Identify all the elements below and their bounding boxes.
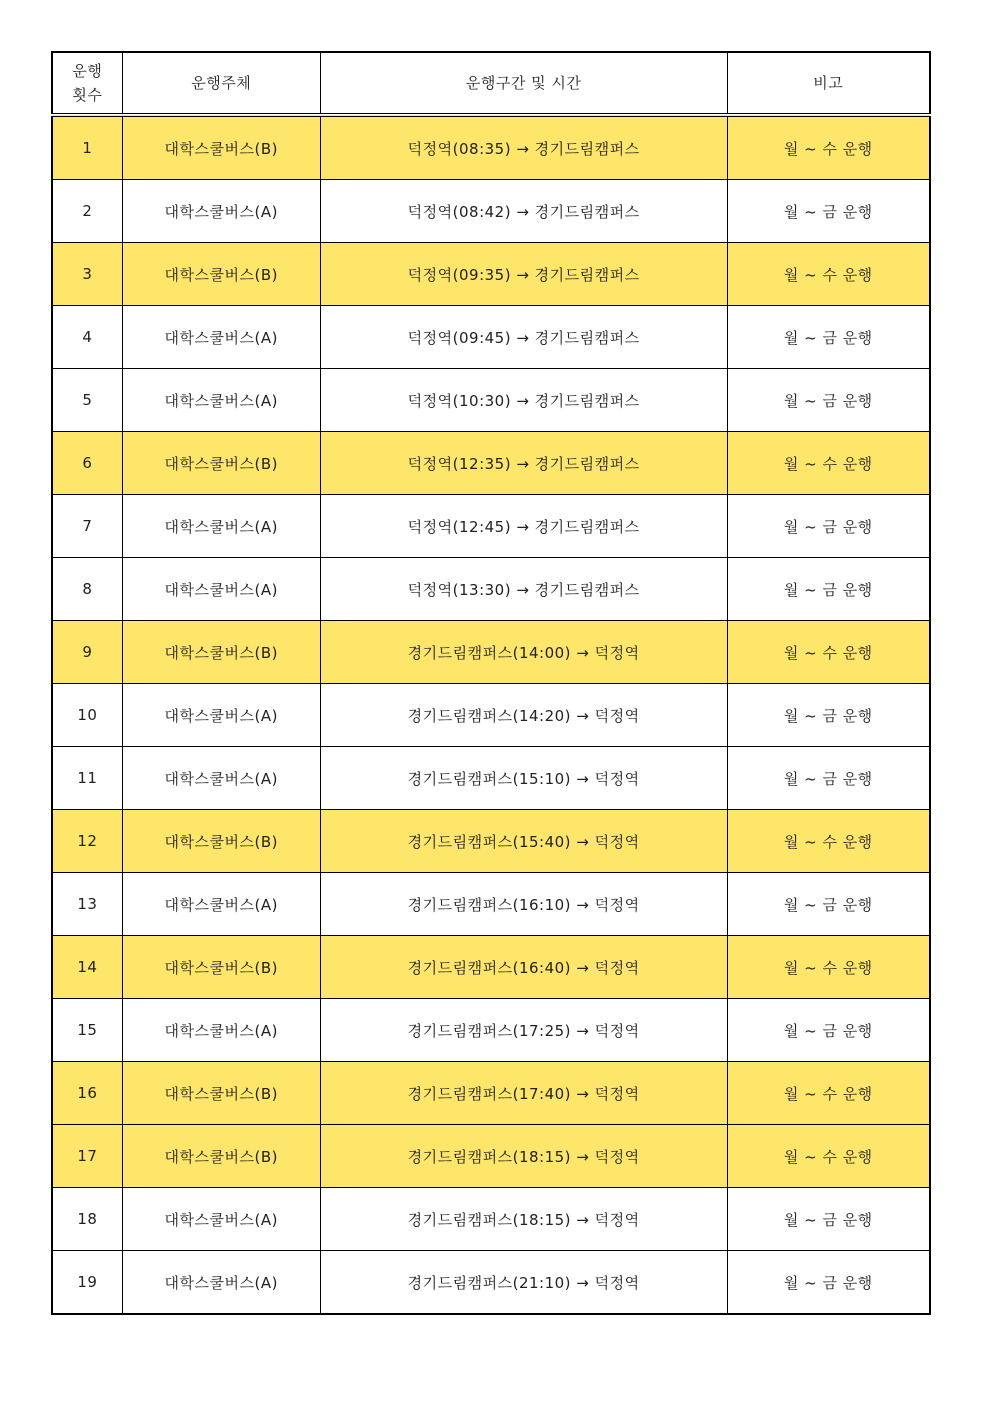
table-row <box>52 1062 930 1125</box>
cell-run-number: 19 <box>52 1251 122 1315</box>
cell-operator: 대학스쿨버스(B) <box>122 621 320 684</box>
cell-route-time: 경기드림캠퍼스(18:15) → 덕정역 <box>320 1125 727 1188</box>
cell-run-number: 5 <box>52 369 122 432</box>
header-route-time: 운행구간 및 시간 <box>320 52 727 115</box>
table-row <box>52 999 930 1062</box>
cell-run-number: 18 <box>52 1188 122 1251</box>
cell-run-number: 16 <box>52 1062 122 1125</box>
cell-route-time: 경기드림캠퍼스(15:10) → 덕정역 <box>320 747 727 810</box>
cell-run-number: 1 <box>52 115 122 180</box>
cell-route-time: 경기드림캠퍼스(21:10) → 덕정역 <box>320 1251 727 1315</box>
table-row <box>52 1125 930 1188</box>
cell-operator: 대학스쿨버스(A) <box>122 999 320 1062</box>
cell-operator: 대학스쿨버스(B) <box>122 1125 320 1188</box>
table-body <box>52 115 930 1314</box>
cell-operator: 대학스쿨버스(A) <box>122 369 320 432</box>
cell-run-number: 6 <box>52 432 122 495</box>
cell-run-number: 10 <box>52 684 122 747</box>
cell-route-time: 덕정역(12:45) → 경기드림캠퍼스 <box>320 495 727 558</box>
cell-route-time: 경기드림캠퍼스(17:40) → 덕정역 <box>320 1062 727 1125</box>
table-row <box>52 747 930 810</box>
cell-operator: 대학스쿨버스(B) <box>122 936 320 999</box>
cell-operator: 대학스쿨버스(B) <box>122 115 320 180</box>
cell-note: 월 ~ 금 운행 <box>727 495 930 558</box>
header-row <box>52 52 930 115</box>
cell-route-time: 경기드림캠퍼스(17:25) → 덕정역 <box>320 999 727 1062</box>
table-row <box>52 369 930 432</box>
cell-operator: 대학스쿨버스(A) <box>122 306 320 369</box>
table-row <box>52 243 930 306</box>
header-operator: 운행주체 <box>122 52 320 115</box>
cell-note: 월 ~ 금 운행 <box>727 747 930 810</box>
cell-run-number: 7 <box>52 495 122 558</box>
table-row <box>52 684 930 747</box>
table-row <box>52 432 930 495</box>
cell-route-time: 경기드림캠퍼스(15:40) → 덕정역 <box>320 810 727 873</box>
cell-note: 월 ~ 금 운행 <box>727 558 930 621</box>
cell-route-time: 경기드림캠퍼스(18:15) → 덕정역 <box>320 1188 727 1251</box>
cell-operator: 대학스쿨버스(B) <box>122 432 320 495</box>
cell-route-time: 경기드림캠퍼스(14:00) → 덕정역 <box>320 621 727 684</box>
cell-route-time: 덕정역(09:45) → 경기드림캠퍼스 <box>320 306 727 369</box>
cell-note: 월 ~ 금 운행 <box>727 306 930 369</box>
table-row <box>52 810 930 873</box>
header-run-count-line1: 운행 <box>72 62 103 80</box>
table-row <box>52 873 930 936</box>
cell-run-number: 3 <box>52 243 122 306</box>
cell-route-time: 덕정역(10:30) → 경기드림캠퍼스 <box>320 369 727 432</box>
cell-operator: 대학스쿨버스(A) <box>122 180 320 243</box>
bus-schedule-table <box>51 51 931 1315</box>
table-row <box>52 495 930 558</box>
table-row <box>52 1188 930 1251</box>
cell-operator: 대학스쿨버스(A) <box>122 1188 320 1251</box>
cell-run-number: 8 <box>52 558 122 621</box>
cell-run-number: 13 <box>52 873 122 936</box>
cell-route-time: 경기드림캠퍼스(16:10) → 덕정역 <box>320 873 727 936</box>
table-row <box>52 621 930 684</box>
cell-note: 월 ~ 수 운행 <box>727 1062 930 1125</box>
table-row <box>52 936 930 999</box>
cell-run-number: 9 <box>52 621 122 684</box>
cell-run-number: 2 <box>52 180 122 243</box>
table-row <box>52 115 930 180</box>
cell-run-number: 12 <box>52 810 122 873</box>
cell-note: 월 ~ 수 운행 <box>727 936 930 999</box>
cell-route-time: 덕정역(08:42) → 경기드림캠퍼스 <box>320 180 727 243</box>
cell-operator: 대학스쿨버스(A) <box>122 1251 320 1315</box>
cell-run-number: 4 <box>52 306 122 369</box>
header-note: 비고 <box>727 52 930 115</box>
table-row <box>52 306 930 369</box>
header-run-count <box>52 52 122 115</box>
table-row <box>52 1251 930 1315</box>
cell-note: 월 ~ 금 운행 <box>727 1251 930 1315</box>
cell-run-number: 15 <box>52 999 122 1062</box>
cell-operator: 대학스쿨버스(A) <box>122 747 320 810</box>
cell-operator: 대학스쿨버스(B) <box>122 1062 320 1125</box>
cell-route-time: 덕정역(12:35) → 경기드림캠퍼스 <box>320 432 727 495</box>
cell-run-number: 14 <box>52 936 122 999</box>
cell-route-time: 덕정역(13:30) → 경기드림캠퍼스 <box>320 558 727 621</box>
cell-note: 월 ~ 금 운행 <box>727 873 930 936</box>
cell-note: 월 ~ 수 운행 <box>727 621 930 684</box>
table-header <box>52 52 930 115</box>
cell-operator: 대학스쿨버스(A) <box>122 558 320 621</box>
cell-route-time: 덕정역(09:35) → 경기드림캠퍼스 <box>320 243 727 306</box>
cell-note: 월 ~ 금 운행 <box>727 180 930 243</box>
cell-note: 월 ~ 수 운행 <box>727 810 930 873</box>
cell-note: 월 ~ 수 운행 <box>727 1125 930 1188</box>
cell-route-time: 경기드림캠퍼스(16:40) → 덕정역 <box>320 936 727 999</box>
cell-route-time: 덕정역(08:35) → 경기드림캠퍼스 <box>320 115 727 180</box>
cell-run-number: 17 <box>52 1125 122 1188</box>
cell-operator: 대학스쿨버스(B) <box>122 243 320 306</box>
table-row <box>52 180 930 243</box>
cell-note: 월 ~ 금 운행 <box>727 369 930 432</box>
cell-note: 월 ~ 금 운행 <box>727 684 930 747</box>
cell-route-time: 경기드림캠퍼스(14:20) → 덕정역 <box>320 684 727 747</box>
cell-run-number: 11 <box>52 747 122 810</box>
cell-operator: 대학스쿨버스(A) <box>122 684 320 747</box>
cell-note: 월 ~ 수 운행 <box>727 243 930 306</box>
cell-operator: 대학스쿨버스(A) <box>122 495 320 558</box>
cell-note: 월 ~ 수 운행 <box>727 432 930 495</box>
cell-note: 월 ~ 수 운행 <box>727 115 930 180</box>
cell-note: 월 ~ 금 운행 <box>727 1188 930 1251</box>
cell-operator: 대학스쿨버스(A) <box>122 873 320 936</box>
table-row <box>52 558 930 621</box>
header-run-count-line2: 횟수 <box>72 86 103 104</box>
cell-operator: 대학스쿨버스(B) <box>122 810 320 873</box>
cell-note: 월 ~ 금 운행 <box>727 999 930 1062</box>
